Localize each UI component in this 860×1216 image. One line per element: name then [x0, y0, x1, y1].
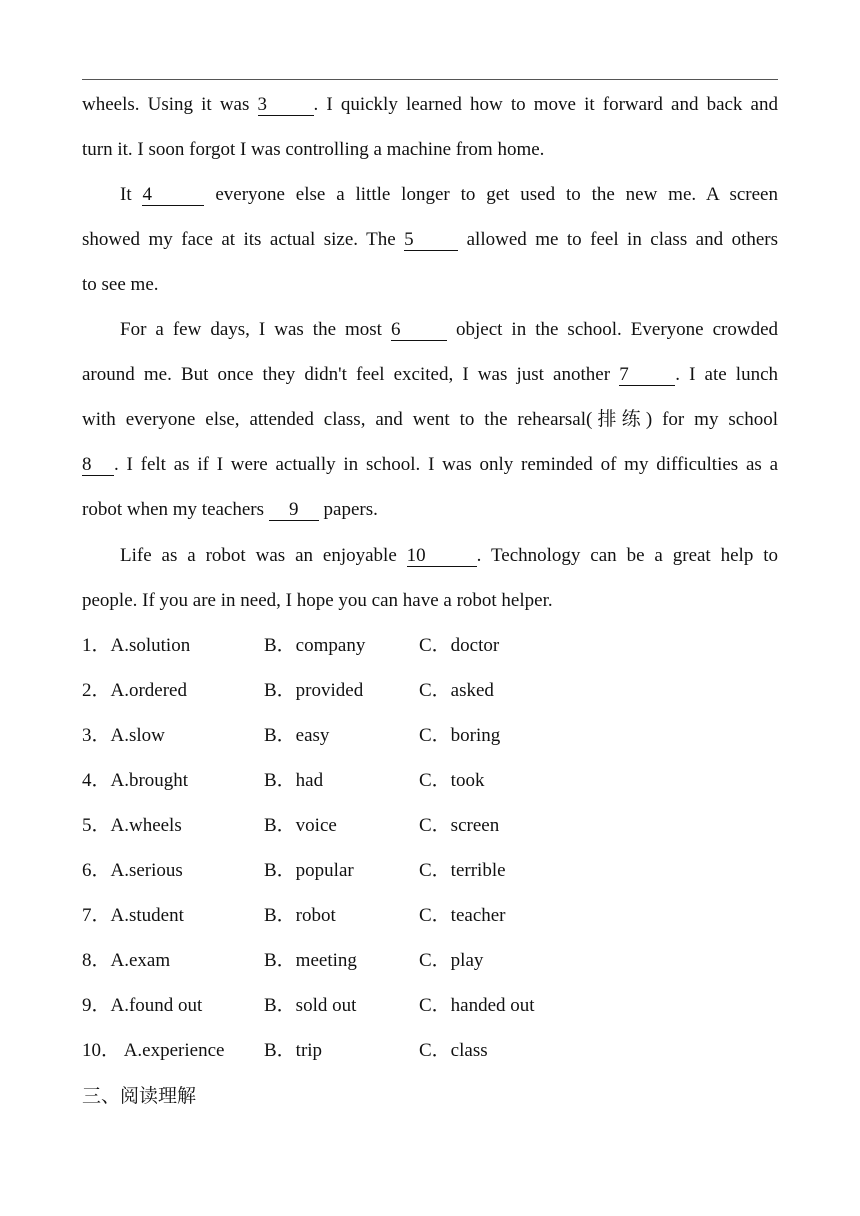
question-options: [82, 623, 778, 1073]
text-run: papers.: [323, 499, 378, 520]
option-a: 9．A.found out: [82, 995, 203, 1016]
header-rule: [82, 79, 778, 80]
question-row: [82, 803, 778, 848]
text-run: . I quickly learned how to move it forward and back and: [313, 94, 778, 115]
option-a: 1．A.solution: [82, 635, 191, 656]
option-c: C．screen: [419, 815, 500, 836]
paragraph-line: [82, 533, 778, 578]
text-run: robot when my teachers: [82, 499, 265, 520]
option-b: B．sold out: [264, 995, 357, 1016]
blank-10: 10: [407, 546, 477, 567]
question-row: [82, 893, 778, 938]
text-run: . I felt as if I were actually in school. I was only reminded of my difficulties as a: [114, 454, 778, 475]
paragraph-line: [82, 487, 778, 532]
blank-9: 9: [269, 500, 319, 521]
blank-7: 7: [619, 365, 675, 386]
option-b: B．provided: [264, 680, 364, 701]
option-b: B．company: [264, 635, 366, 656]
text-run: everyone else a little longer to get used to the new me. A screen: [215, 184, 778, 205]
question-row: [82, 1028, 778, 1073]
option-a: 10． A.experience: [82, 1040, 225, 1061]
question-row: [82, 938, 778, 983]
paragraph-line: to see me.: [82, 274, 159, 295]
text-run: It: [120, 184, 132, 205]
text-run: showed my face at its actual size. The: [82, 229, 396, 250]
paragraph-line: turn it. I soon forgot I was controlling a machine from home.: [82, 139, 545, 160]
section-heading: 三、阅读理解: [82, 1086, 197, 1107]
option-a: 8．A.exam: [82, 950, 171, 971]
option-b: B．trip: [264, 1040, 323, 1061]
paragraph-line: [82, 442, 778, 487]
option-b: B．meeting: [264, 950, 357, 971]
option-c: C．boring: [419, 725, 501, 746]
option-b: B．easy: [264, 725, 330, 746]
paragraph-line: with everyone else, attended class, and went to the rehearsal(排练) for my school: [82, 409, 778, 430]
text-run: around me. But once they didn't feel excited, I was just another: [82, 364, 611, 385]
paragraph-line: [82, 217, 778, 262]
option-c: C．doctor: [419, 635, 500, 656]
option-a: 2．A.ordered: [82, 680, 187, 701]
option-a: 6．A.serious: [82, 860, 183, 881]
option-c: C．handed out: [419, 995, 535, 1016]
option-a: 5．A.wheels: [82, 815, 182, 836]
option-a: 4．A.brought: [82, 770, 189, 791]
text-run: allowed me to feel in class and others: [466, 229, 779, 250]
text-run: . Technology can be a great help to: [476, 545, 779, 566]
blank-5: 5: [404, 230, 458, 251]
option-b: B．popular: [264, 860, 354, 881]
paragraph-line: [82, 82, 778, 127]
option-c: C．play: [419, 950, 484, 971]
option-c: C．took: [419, 770, 485, 791]
question-row: [82, 713, 778, 758]
option-c: C．teacher: [419, 905, 506, 926]
text-run: . I ate lunch: [675, 364, 779, 385]
question-row: [82, 983, 778, 1028]
paragraph-line: [82, 352, 778, 397]
option-a: 7．A.student: [82, 905, 184, 926]
text-run: wheels. Using it was: [82, 94, 250, 115]
blank-3: 3: [258, 95, 314, 116]
question-row: [82, 758, 778, 803]
option-b: B．voice: [264, 815, 337, 836]
paragraph-4: [82, 533, 778, 623]
question-row: [82, 668, 778, 713]
text-run: For a few days, I was the most: [120, 319, 382, 340]
option-b: B．had: [264, 770, 324, 791]
paragraph-line: [82, 172, 778, 217]
option-a: 3．A.slow: [82, 725, 165, 746]
blank-4: 4: [142, 185, 204, 206]
paragraph-line: people. If you are in need, I hope you can have a robot helper.: [82, 590, 553, 611]
option-c: C．asked: [419, 680, 494, 701]
text-run: Life as a robot was an enjoyable: [120, 545, 397, 566]
blank-6: 6: [391, 320, 447, 341]
paragraph-line: [82, 307, 778, 352]
question-row: [82, 623, 778, 668]
option-c: C．class: [419, 1040, 488, 1061]
option-c: C．terrible: [419, 860, 506, 881]
text-run: object in the school. Everyone crowded: [456, 319, 779, 340]
option-b: B．robot: [264, 905, 336, 926]
question-row: [82, 848, 778, 893]
paragraph-1: [82, 82, 778, 172]
paragraph-2: [82, 172, 778, 307]
paragraph-3: [82, 307, 778, 532]
blank-8: 8: [82, 455, 114, 476]
